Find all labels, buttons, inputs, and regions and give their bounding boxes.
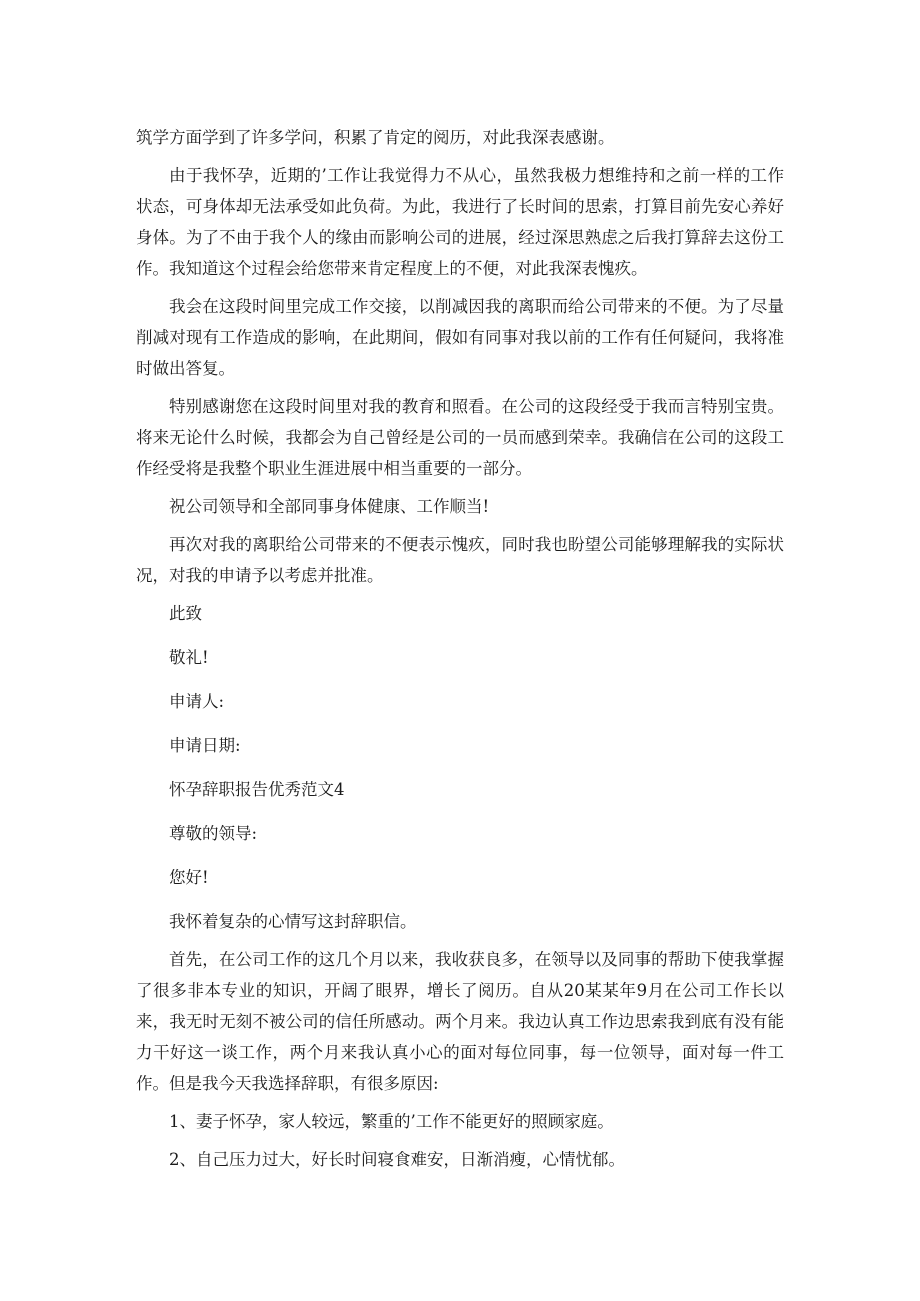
paragraph: 我怀着复杂的心情写这封辞职信。 [169,912,417,931]
paragraph: 再次对我的离职给公司带来的不便表示愧疚，同时我也盼望公司能够理解我的实际状况，对我的申请予以考虑并批准。 [136,535,784,585]
closing-line: 敬礼! [169,648,209,667]
document-body [136,122,784,1182]
section-title: 怀孕辞职报告优秀范文4 [169,780,345,799]
closing-line: 此致 [169,604,202,623]
paragraph: 由于我怀孕，近期的’工作让我觉得力不从心，虽然我极力想维持和之前一样的工作状态，可身体却无法承受如此负荷。为此，我进行了长时间的思索，打算目前先安心养好身体。为了不由于我个人的缘由而影响公司的进展，经过深思熟虑之后我打算辞去这份工作。我知道这个过程会给您带来肯定程度上的不便，对此我深表愧疚。 [136,166,784,278]
paragraph: 祝公司领导和全部同事身体健康、工作顺当! [169,497,490,516]
list-item: 2、自己压力过大，好长时间寝食难安，日渐消瘦，心情忧郁。 [169,1150,625,1169]
list-item: 1、妻子怀孕，家人较远，繁重的’工作不能更好的照顾家庭。 [169,1112,614,1131]
paragraph: 筑学方面学到了许多学问，积累了肯定的阅历，对此我深表感谢。 [136,128,615,147]
date-line: 申请日期: [169,736,241,755]
paragraph: 首先，在公司工作的这几个月以来，我收获良多，在领导以及同事的帮助下使我掌握了很多非本专业的知识，开阔了眼界，增长了阅历。自从20某某年9月在公司工作长以来，我无时无刻不被公司的信任所感动。两个月来。我边认真工作边思索我到底有没有能力干好这一谈工作，两个月来我认真小心的面对每位同事，每一位领导，面对每一件工作。但是我今天我选择辞职，有很多原因: [136,950,784,1093]
salutation: 尊敬的领导: [169,824,258,843]
greeting: 您好! [169,868,209,887]
paragraph: 特别感谢您在这段时间里对我的教育和照看。在公司的这段经受于我而言特别宝贵。将来无论什么时候，我都会为自己曾经是公司的一员而感到荣幸。我确信在公司的这段工作经受将是我整个职业生涯进展中相当重要的一部分。 [136,397,784,478]
signature-line: 申请人: [169,692,225,711]
paragraph: 我会在这段时间里完成工作交接，以削减因我的离职而给公司带来的不便。为了尽量削减对现有工作造成的影响，在此期间，假如有同事对我以前的工作有任何疑问，我将准时做出答复。 [136,297,784,378]
